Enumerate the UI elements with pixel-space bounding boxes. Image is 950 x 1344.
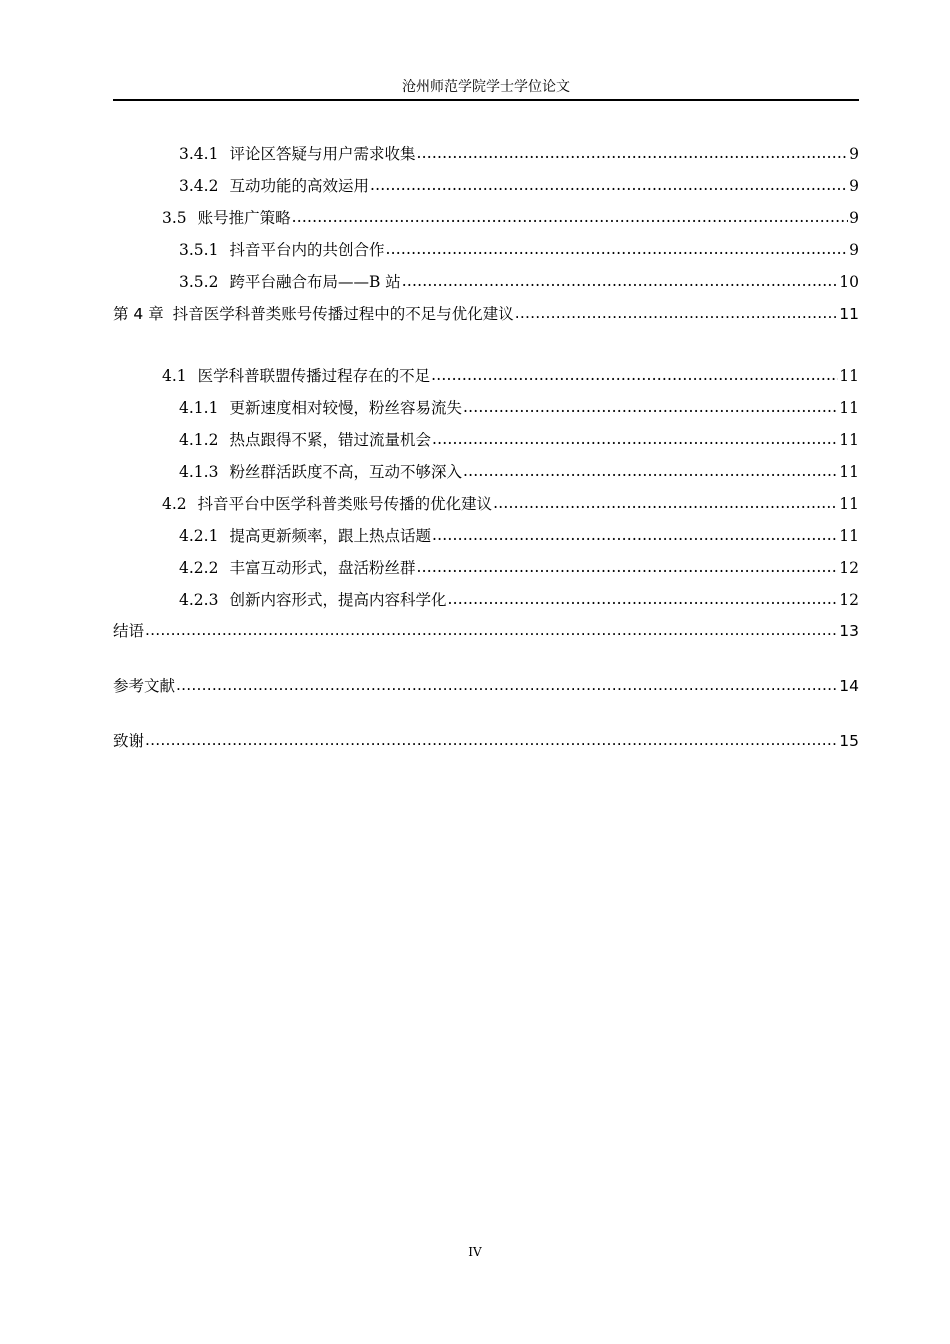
toc-dot-leader [515, 302, 839, 324]
toc-dot-leader [145, 729, 838, 751]
toc-dot-leader [431, 364, 838, 386]
toc-dot-leader [402, 270, 838, 292]
toc-entry-page: 9 [849, 241, 859, 259]
toc-entry-number: 4.1 [162, 367, 187, 385]
toc-entry-page: 13 [839, 622, 859, 640]
toc-entry-number: 4.2.2 [179, 559, 219, 577]
toc-entry-page: 11 [839, 431, 859, 449]
toc-entry[interactable] [113, 207, 859, 229]
toc-entry-number: 3.5.1 [179, 241, 219, 259]
running-header: 沧州师范学院学士学位论文 [402, 79, 570, 95]
toc-entry-title: 医学科普联盟传播过程存在的不足 [197, 367, 431, 385]
toc-conclusion-entry[interactable] [113, 620, 859, 642]
toc-entry-number: 4.1.3 [179, 463, 219, 481]
toc-dot-leader [432, 428, 838, 450]
toc-references-entry[interactable] [113, 675, 859, 697]
toc-entry-page: 9 [849, 177, 859, 195]
toc-dot-leader [432, 524, 838, 546]
toc-entry-number: 3.5 [162, 209, 187, 227]
toc-entry-page: 9 [849, 145, 859, 163]
toc-entry[interactable] [113, 365, 859, 387]
toc-entry[interactable] [113, 271, 859, 293]
toc-entry[interactable] [113, 525, 859, 547]
toc-dot-leader [370, 174, 848, 196]
toc-entry[interactable] [113, 175, 859, 197]
toc-entry-number: 4.2.3 [179, 591, 219, 609]
toc-entry-title: 粉丝群活跃度不高，互动不够深入 [229, 463, 462, 481]
toc-entry-page: 11 [839, 463, 859, 481]
toc-entry-number: 3.5.2 [179, 273, 219, 291]
toc-entry-page: 10 [839, 273, 859, 291]
toc-dot-leader [145, 619, 838, 641]
toc-entry[interactable] [113, 429, 859, 451]
toc-entry-title: 更新速度相对较慢，粉丝容易流失 [229, 399, 462, 417]
toc-entry-title: 丰富互动形式，盘活粉丝群 [229, 559, 416, 577]
toc-entry[interactable] [113, 397, 859, 419]
toc-entry-page: 9 [849, 209, 859, 227]
toc-dot-leader [463, 396, 838, 418]
header-rule [113, 99, 859, 101]
toc-dot-leader [176, 674, 838, 696]
toc-entry-number: 4.2.1 [179, 527, 219, 545]
toc-entry-number: 第 4 章 [113, 305, 164, 323]
toc-entry-page: 11 [839, 305, 859, 323]
toc-entry[interactable] [113, 493, 859, 515]
toc-entry-page: 11 [839, 527, 859, 545]
toc-entry-number: 3.4.1 [179, 145, 219, 163]
toc-dot-leader [385, 238, 848, 260]
toc-entry[interactable] [113, 557, 859, 579]
toc-entry-number: 3.4.2 [179, 177, 219, 195]
toc-entry-title: 评论区答疑与用户需求收集 [229, 145, 416, 163]
toc-entry-title: 创新内容形式，提高内容科学化 [229, 591, 447, 609]
toc-entry-title: 抖音平台内的共创合作 [229, 241, 385, 259]
toc-entry-number: 4.1.2 [179, 431, 219, 449]
toc-entry-title: 抖音医学科普类账号传播过程中的不足与优化建议 [172, 305, 514, 323]
toc-entry[interactable] [113, 239, 859, 261]
toc-entry-title: 提高更新频率，跟上热点话题 [229, 527, 431, 545]
toc-entry-page: 14 [839, 677, 859, 695]
toc-entry[interactable] [113, 589, 859, 611]
toc-entry-title: 热点跟得不紧，错过流量机会 [229, 431, 431, 449]
toc-dot-leader [493, 492, 838, 514]
toc-entry[interactable] [113, 143, 859, 165]
toc-entry-title: 账号推广策略 [197, 209, 291, 227]
toc-entry-title: 结语 [113, 622, 145, 640]
toc-entry-number: 4.1.1 [179, 399, 219, 417]
toc-entry-page: 11 [839, 399, 859, 417]
toc-entry-page: 12 [839, 591, 859, 609]
toc-dot-leader [463, 460, 838, 482]
toc-dot-leader [416, 142, 848, 164]
toc-entry[interactable] [113, 461, 859, 483]
toc-entry-page: 11 [839, 367, 859, 385]
toc-entry-title: 致谢 [113, 732, 145, 750]
toc-entry-title: 抖音平台中医学科普类账号传播的优化建议 [197, 495, 493, 513]
toc-entry-title: 跨平台融合布局——B 站 [229, 273, 401, 291]
toc-entry-page: 12 [839, 559, 859, 577]
toc-dot-leader [292, 206, 848, 228]
toc-chapter-entry[interactable] [113, 303, 859, 325]
toc-entry-page: 15 [839, 732, 859, 750]
toc-dot-leader [416, 556, 838, 578]
toc-entry-page: 11 [839, 495, 859, 513]
toc-entry-title: 参考文献 [113, 677, 176, 695]
toc-entry-title: 互动功能的高效运用 [229, 177, 369, 195]
toc-entry-number: 4.2 [162, 495, 187, 513]
page-number: IV [468, 1245, 482, 1259]
toc-acknowledgements-entry[interactable] [113, 730, 859, 752]
toc-dot-leader [447, 588, 838, 610]
